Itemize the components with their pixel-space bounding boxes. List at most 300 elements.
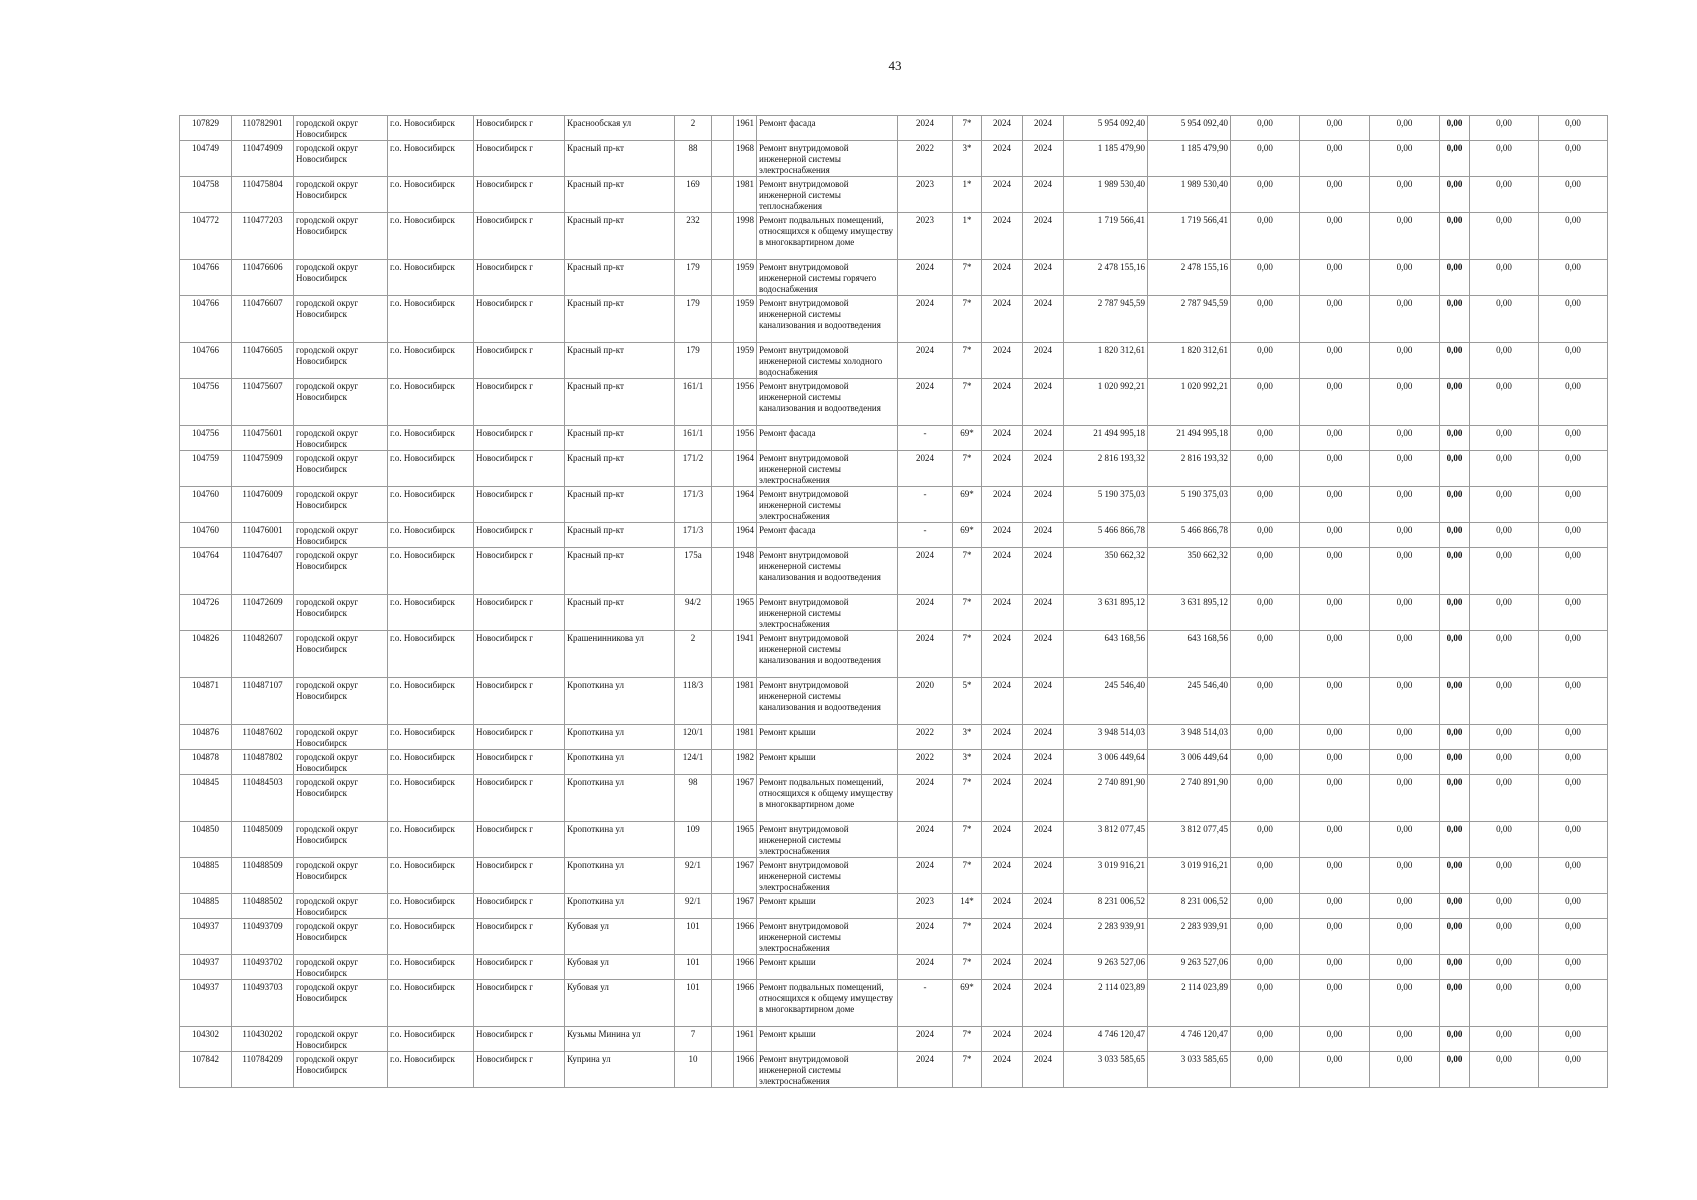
cell-plan-year-2: 2024 [1023, 426, 1064, 451]
cell-zero-2: 0,00 [1300, 523, 1370, 548]
cell-urban-district: г.о. Новосибирск [388, 822, 474, 858]
cell-zero-6: 0,00 [1539, 548, 1608, 595]
cell-zero-2: 0,00 [1300, 260, 1370, 296]
cell-code: 110493709 [232, 919, 294, 955]
cell-street: Кропоткина ул [565, 750, 675, 775]
cell-zero-5: 0,00 [1470, 548, 1539, 595]
cell-total-cost: 5 190 375,03 [1064, 487, 1148, 523]
cell-zero-5: 0,00 [1470, 487, 1539, 523]
cell-zero-5: 0,00 [1470, 296, 1539, 343]
cell-id: 104756 [180, 379, 232, 426]
cell-urban-district: г.о. Новосибирск [388, 296, 474, 343]
cell-id: 107842 [180, 1052, 232, 1088]
cell-fund-cost: 9 263 527,06 [1148, 955, 1231, 980]
cell-municipality: городской округ Новосибирск [294, 426, 388, 451]
cell-zero-4: 0,00 [1440, 487, 1470, 523]
cell-total-cost: 1 020 992,21 [1064, 379, 1148, 426]
cell-street: Красный пр-кт [565, 379, 675, 426]
cell-zero-4: 0,00 [1440, 1027, 1470, 1052]
cell-zero-6: 0,00 [1539, 858, 1608, 894]
repair-plan-table [179, 115, 1608, 1088]
cell-building [712, 116, 734, 141]
cell-point-index: 1* [953, 213, 982, 260]
cell-municipality: городской округ Новосибирск [294, 858, 388, 894]
cell-zero-1: 0,00 [1231, 141, 1300, 177]
cell-zero-2: 0,00 [1300, 213, 1370, 260]
cell-zero-3: 0,00 [1370, 750, 1440, 775]
cell-street: Красный пр-кт [565, 595, 675, 631]
cell-zero-3: 0,00 [1370, 548, 1440, 595]
cell-zero-5: 0,00 [1470, 343, 1539, 379]
cell-code: 110482607 [232, 631, 294, 678]
cell-municipality: городской округ Новосибирск [294, 260, 388, 296]
cell-municipality: городской округ Новосибирск [294, 955, 388, 980]
cell-building [712, 213, 734, 260]
cell-fund-cost: 8 231 006,52 [1148, 894, 1231, 919]
cell-code: 110476606 [232, 260, 294, 296]
cell-zero-4: 0,00 [1440, 980, 1470, 1027]
cell-plan-year-2: 2024 [1023, 116, 1064, 141]
cell-city: Новосибирск г [474, 822, 565, 858]
cell-total-cost: 5 466 866,78 [1064, 523, 1148, 548]
cell-plan-year-2: 2024 [1023, 296, 1064, 343]
cell-fund-cost: 2 787 945,59 [1148, 296, 1231, 343]
cell-total-cost: 643 168,56 [1064, 631, 1148, 678]
cell-prev-year: 2024 [898, 919, 953, 955]
cell-zero-3: 0,00 [1370, 955, 1440, 980]
cell-plan-year: 2024 [982, 858, 1023, 894]
cell-id: 104764 [180, 548, 232, 595]
cell-fund-cost: 1 820 312,61 [1148, 343, 1231, 379]
cell-urban-district: г.о. Новосибирск [388, 775, 474, 822]
cell-id: 104766 [180, 343, 232, 379]
cell-building [712, 177, 734, 213]
cell-work-type: Ремонт внутридомовой инженерной системы электроснабжения [757, 595, 898, 631]
cell-zero-1: 0,00 [1231, 343, 1300, 379]
cell-total-cost: 3 019 916,21 [1064, 858, 1148, 894]
cell-zero-1: 0,00 [1231, 213, 1300, 260]
cell-zero-4: 0,00 [1440, 1052, 1470, 1088]
cell-zero-4: 0,00 [1440, 894, 1470, 919]
cell-prev-year: 2024 [898, 451, 953, 487]
cell-zero-4: 0,00 [1440, 451, 1470, 487]
cell-building [712, 678, 734, 725]
table-row [180, 177, 1608, 213]
cell-zero-1: 0,00 [1231, 451, 1300, 487]
cell-fund-cost: 643 168,56 [1148, 631, 1231, 678]
cell-street: Кузьмы Минина ул [565, 1027, 675, 1052]
cell-zero-4: 0,00 [1440, 523, 1470, 548]
cell-urban-district: г.о. Новосибирск [388, 955, 474, 980]
cell-plan-year: 2024 [982, 379, 1023, 426]
table-row [180, 487, 1608, 523]
cell-plan-year: 2024 [982, 725, 1023, 750]
cell-build-year: 1981 [734, 725, 757, 750]
cell-fund-cost: 2 114 023,89 [1148, 980, 1231, 1027]
cell-zero-6: 0,00 [1539, 775, 1608, 822]
cell-municipality: городской округ Новосибирск [294, 141, 388, 177]
cell-plan-year: 2024 [982, 116, 1023, 141]
cell-fund-cost: 3 006 449,64 [1148, 750, 1231, 775]
cell-zero-2: 0,00 [1300, 1027, 1370, 1052]
cell-zero-5: 0,00 [1470, 213, 1539, 260]
cell-plan-year: 2024 [982, 955, 1023, 980]
cell-code: 110476605 [232, 343, 294, 379]
cell-zero-5: 0,00 [1470, 1052, 1539, 1088]
cell-fund-cost: 1 989 530,40 [1148, 177, 1231, 213]
table-row [180, 595, 1608, 631]
cell-total-cost: 2 114 023,89 [1064, 980, 1148, 1027]
cell-fund-cost: 4 746 120,47 [1148, 1027, 1231, 1052]
cell-zero-4: 0,00 [1440, 141, 1470, 177]
cell-zero-3: 0,00 [1370, 343, 1440, 379]
cell-zero-2: 0,00 [1300, 296, 1370, 343]
cell-plan-year-2: 2024 [1023, 451, 1064, 487]
cell-zero-1: 0,00 [1231, 595, 1300, 631]
cell-build-year: 1981 [734, 177, 757, 213]
cell-zero-2: 0,00 [1300, 822, 1370, 858]
cell-municipality: городской округ Новосибирск [294, 750, 388, 775]
cell-build-year: 1981 [734, 678, 757, 725]
cell-zero-3: 0,00 [1370, 213, 1440, 260]
table-row [180, 750, 1608, 775]
cell-zero-5: 0,00 [1470, 725, 1539, 750]
cell-building [712, 379, 734, 426]
cell-fund-cost: 2 740 891,90 [1148, 775, 1231, 822]
cell-point-index: 7* [953, 631, 982, 678]
cell-building [712, 894, 734, 919]
cell-municipality: городской округ Новосибирск [294, 451, 388, 487]
cell-street: Красный пр-кт [565, 343, 675, 379]
cell-zero-3: 0,00 [1370, 177, 1440, 213]
cell-build-year: 1967 [734, 894, 757, 919]
cell-street: Крашенинникова ул [565, 631, 675, 678]
cell-code: 110784209 [232, 1052, 294, 1088]
cell-id: 104878 [180, 750, 232, 775]
cell-prev-year: 2024 [898, 296, 953, 343]
cell-code: 110430202 [232, 1027, 294, 1052]
cell-zero-1: 0,00 [1231, 426, 1300, 451]
cell-total-cost: 2 283 939,91 [1064, 919, 1148, 955]
cell-zero-3: 0,00 [1370, 822, 1440, 858]
cell-prev-year: 2024 [898, 379, 953, 426]
cell-street: Красный пр-кт [565, 548, 675, 595]
cell-city: Новосибирск г [474, 1052, 565, 1088]
cell-city: Новосибирск г [474, 523, 565, 548]
cell-zero-2: 0,00 [1300, 678, 1370, 725]
cell-total-cost: 3 006 449,64 [1064, 750, 1148, 775]
cell-total-cost: 3 812 077,45 [1064, 822, 1148, 858]
cell-work-type: Ремонт внутридомовой инженерной системы электроснабжения [757, 822, 898, 858]
cell-point-index: 69* [953, 523, 982, 548]
cell-zero-3: 0,00 [1370, 1027, 1440, 1052]
cell-zero-3: 0,00 [1370, 858, 1440, 894]
cell-zero-4: 0,00 [1440, 379, 1470, 426]
cell-building [712, 725, 734, 750]
cell-plan-year: 2024 [982, 260, 1023, 296]
cell-prev-year: 2020 [898, 678, 953, 725]
table-row [180, 116, 1608, 141]
cell-prev-year: - [898, 487, 953, 523]
cell-plan-year-2: 2024 [1023, 213, 1064, 260]
cell-zero-2: 0,00 [1300, 980, 1370, 1027]
cell-code: 110493702 [232, 955, 294, 980]
cell-prev-year: 2024 [898, 822, 953, 858]
cell-urban-district: г.о. Новосибирск [388, 750, 474, 775]
cell-prev-year: 2024 [898, 1027, 953, 1052]
cell-zero-6: 0,00 [1539, 919, 1608, 955]
cell-municipality: городской округ Новосибирск [294, 775, 388, 822]
cell-id: 104756 [180, 426, 232, 451]
cell-plan-year: 2024 [982, 595, 1023, 631]
table-row [180, 523, 1608, 548]
cell-zero-3: 0,00 [1370, 1052, 1440, 1088]
cell-total-cost: 2 478 155,16 [1064, 260, 1148, 296]
cell-zero-4: 0,00 [1440, 296, 1470, 343]
cell-point-index: 3* [953, 141, 982, 177]
cell-urban-district: г.о. Новосибирск [388, 487, 474, 523]
cell-urban-district: г.о. Новосибирск [388, 858, 474, 894]
cell-plan-year-2: 2024 [1023, 980, 1064, 1027]
cell-street: Красный пр-кт [565, 296, 675, 343]
cell-urban-district: г.о. Новосибирск [388, 980, 474, 1027]
cell-zero-5: 0,00 [1470, 678, 1539, 725]
cell-municipality: городской округ Новосибирск [294, 487, 388, 523]
cell-prev-year: 2024 [898, 955, 953, 980]
cell-work-type: Ремонт внутридомовой инженерной системы холодного водоснабжения [757, 343, 898, 379]
cell-fund-cost: 5 190 375,03 [1148, 487, 1231, 523]
cell-building [712, 1052, 734, 1088]
cell-id: 104850 [180, 822, 232, 858]
cell-code: 110476407 [232, 548, 294, 595]
cell-zero-2: 0,00 [1300, 141, 1370, 177]
cell-municipality: городской округ Новосибирск [294, 980, 388, 1027]
cell-code: 110485009 [232, 822, 294, 858]
cell-zero-6: 0,00 [1539, 451, 1608, 487]
cell-zero-3: 0,00 [1370, 631, 1440, 678]
cell-prev-year: - [898, 426, 953, 451]
cell-zero-6: 0,00 [1539, 631, 1608, 678]
cell-urban-district: г.о. Новосибирск [388, 631, 474, 678]
cell-plan-year: 2024 [982, 1052, 1023, 1088]
cell-zero-5: 0,00 [1470, 919, 1539, 955]
cell-urban-district: г.о. Новосибирск [388, 1052, 474, 1088]
cell-zero-3: 0,00 [1370, 487, 1440, 523]
cell-build-year: 1959 [734, 296, 757, 343]
cell-zero-5: 0,00 [1470, 631, 1539, 678]
cell-urban-district: г.о. Новосибирск [388, 548, 474, 595]
cell-zero-1: 0,00 [1231, 894, 1300, 919]
cell-work-type: Ремонт внутридомовой инженерной системы горячего водоснабжения [757, 260, 898, 296]
cell-id: 104766 [180, 260, 232, 296]
table-row [180, 379, 1608, 426]
cell-house: 161/1 [675, 379, 712, 426]
cell-plan-year: 2024 [982, 631, 1023, 678]
cell-zero-6: 0,00 [1539, 822, 1608, 858]
cell-plan-year: 2024 [982, 775, 1023, 822]
cell-house: 118/3 [675, 678, 712, 725]
table-row [180, 678, 1608, 725]
cell-zero-4: 0,00 [1440, 343, 1470, 379]
cell-zero-4: 0,00 [1440, 858, 1470, 894]
cell-zero-1: 0,00 [1231, 1052, 1300, 1088]
cell-plan-year-2: 2024 [1023, 1052, 1064, 1088]
cell-zero-2: 0,00 [1300, 177, 1370, 213]
cell-zero-3: 0,00 [1370, 451, 1440, 487]
cell-city: Новосибирск г [474, 260, 565, 296]
cell-house: 7 [675, 1027, 712, 1052]
cell-plan-year: 2024 [982, 451, 1023, 487]
cell-urban-district: г.о. Новосибирск [388, 379, 474, 426]
cell-zero-2: 0,00 [1300, 426, 1370, 451]
cell-house: 101 [675, 919, 712, 955]
cell-build-year: 1961 [734, 116, 757, 141]
cell-point-index: 69* [953, 426, 982, 451]
cell-zero-1: 0,00 [1231, 678, 1300, 725]
cell-work-type: Ремонт крыши [757, 955, 898, 980]
cell-city: Новосибирск г [474, 750, 565, 775]
cell-house: 171/2 [675, 451, 712, 487]
cell-prev-year: 2024 [898, 1052, 953, 1088]
table-row [180, 260, 1608, 296]
cell-city: Новосибирск г [474, 379, 565, 426]
cell-municipality: городской округ Новосибирск [294, 725, 388, 750]
cell-zero-3: 0,00 [1370, 919, 1440, 955]
table-row [180, 980, 1608, 1027]
cell-plan-year-2: 2024 [1023, 343, 1064, 379]
cell-prev-year: 2024 [898, 116, 953, 141]
table-row [180, 451, 1608, 487]
cell-street: Кропоткина ул [565, 678, 675, 725]
cell-city: Новосибирск г [474, 426, 565, 451]
table-body [180, 116, 1608, 1088]
cell-fund-cost: 3 812 077,45 [1148, 822, 1231, 858]
cell-total-cost: 3 948 514,03 [1064, 725, 1148, 750]
cell-zero-5: 0,00 [1470, 980, 1539, 1027]
cell-building [712, 775, 734, 822]
cell-fund-cost: 1 719 566,41 [1148, 213, 1231, 260]
cell-zero-4: 0,00 [1440, 177, 1470, 213]
cell-building [712, 631, 734, 678]
cell-street: Красный пр-кт [565, 260, 675, 296]
table-row [180, 725, 1608, 750]
cell-point-index: 7* [953, 955, 982, 980]
cell-building [712, 858, 734, 894]
cell-build-year: 1956 [734, 379, 757, 426]
cell-point-index: 7* [953, 296, 982, 343]
cell-build-year: 1956 [734, 426, 757, 451]
cell-city: Новосибирск г [474, 955, 565, 980]
cell-plan-year: 2024 [982, 750, 1023, 775]
cell-total-cost: 3 631 895,12 [1064, 595, 1148, 631]
cell-work-type: Ремонт внутридомовой инженерной системы канализования и водоотведения [757, 379, 898, 426]
cell-city: Новосибирск г [474, 116, 565, 141]
cell-total-cost: 4 746 120,47 [1064, 1027, 1148, 1052]
cell-zero-5: 0,00 [1470, 379, 1539, 426]
cell-plan-year: 2024 [982, 548, 1023, 595]
cell-zero-4: 0,00 [1440, 426, 1470, 451]
cell-zero-1: 0,00 [1231, 260, 1300, 296]
cell-urban-district: г.о. Новосибирск [388, 678, 474, 725]
cell-point-index: 69* [953, 487, 982, 523]
cell-prev-year: 2024 [898, 260, 953, 296]
cell-work-type: Ремонт внутридомовой инженерной системы теплоснабжения [757, 177, 898, 213]
cell-point-index: 7* [953, 343, 982, 379]
cell-code: 110488502 [232, 894, 294, 919]
cell-point-index: 7* [953, 919, 982, 955]
cell-zero-5: 0,00 [1470, 523, 1539, 548]
cell-zero-1: 0,00 [1231, 116, 1300, 141]
cell-zero-3: 0,00 [1370, 894, 1440, 919]
cell-building [712, 595, 734, 631]
cell-urban-district: г.о. Новосибирск [388, 260, 474, 296]
cell-id: 104766 [180, 296, 232, 343]
cell-municipality: городской округ Новосибирск [294, 1027, 388, 1052]
cell-zero-6: 0,00 [1539, 213, 1608, 260]
cell-street: Красный пр-кт [565, 523, 675, 548]
cell-street: Красный пр-кт [565, 451, 675, 487]
cell-zero-1: 0,00 [1231, 725, 1300, 750]
table-row [180, 1052, 1608, 1088]
cell-fund-cost: 5 954 092,40 [1148, 116, 1231, 141]
cell-zero-5: 0,00 [1470, 858, 1539, 894]
table-row [180, 548, 1608, 595]
cell-zero-2: 0,00 [1300, 487, 1370, 523]
cell-build-year: 1968 [734, 141, 757, 177]
cell-city: Новосибирск г [474, 548, 565, 595]
cell-zero-2: 0,00 [1300, 379, 1370, 426]
cell-work-type: Ремонт внутридомовой инженерной системы электроснабжения [757, 858, 898, 894]
cell-zero-6: 0,00 [1539, 116, 1608, 141]
cell-work-type: Ремонт крыши [757, 894, 898, 919]
cell-id: 104885 [180, 858, 232, 894]
cell-point-index: 7* [953, 1027, 982, 1052]
cell-street: Кропоткина ул [565, 822, 675, 858]
cell-work-type: Ремонт фасада [757, 523, 898, 548]
cell-total-cost: 2 740 891,90 [1064, 775, 1148, 822]
table-row [180, 858, 1608, 894]
cell-total-cost: 9 263 527,06 [1064, 955, 1148, 980]
cell-zero-5: 0,00 [1470, 177, 1539, 213]
cell-point-index: 3* [953, 725, 982, 750]
cell-plan-year: 2024 [982, 343, 1023, 379]
cell-code: 110476607 [232, 296, 294, 343]
cell-urban-district: г.о. Новосибирск [388, 919, 474, 955]
cell-work-type: Ремонт внутридомовой инженерной системы канализования и водоотведения [757, 678, 898, 725]
cell-build-year: 1959 [734, 260, 757, 296]
cell-zero-1: 0,00 [1231, 177, 1300, 213]
cell-plan-year-2: 2024 [1023, 725, 1064, 750]
cell-zero-2: 0,00 [1300, 725, 1370, 750]
cell-build-year: 1941 [734, 631, 757, 678]
cell-zero-2: 0,00 [1300, 548, 1370, 595]
cell-municipality: городской округ Новосибирск [294, 631, 388, 678]
cell-build-year: 1959 [734, 343, 757, 379]
cell-municipality: городской округ Новосибирск [294, 919, 388, 955]
cell-zero-6: 0,00 [1539, 379, 1608, 426]
cell-zero-3: 0,00 [1370, 775, 1440, 822]
cell-work-type: Ремонт фасада [757, 426, 898, 451]
cell-code: 110476009 [232, 487, 294, 523]
cell-zero-5: 0,00 [1470, 451, 1539, 487]
cell-id: 104772 [180, 213, 232, 260]
cell-build-year: 1967 [734, 858, 757, 894]
cell-street: Краснообская ул [565, 116, 675, 141]
cell-zero-4: 0,00 [1440, 919, 1470, 955]
cell-build-year: 1964 [734, 451, 757, 487]
cell-municipality: городской округ Новосибирск [294, 343, 388, 379]
cell-building [712, 343, 734, 379]
